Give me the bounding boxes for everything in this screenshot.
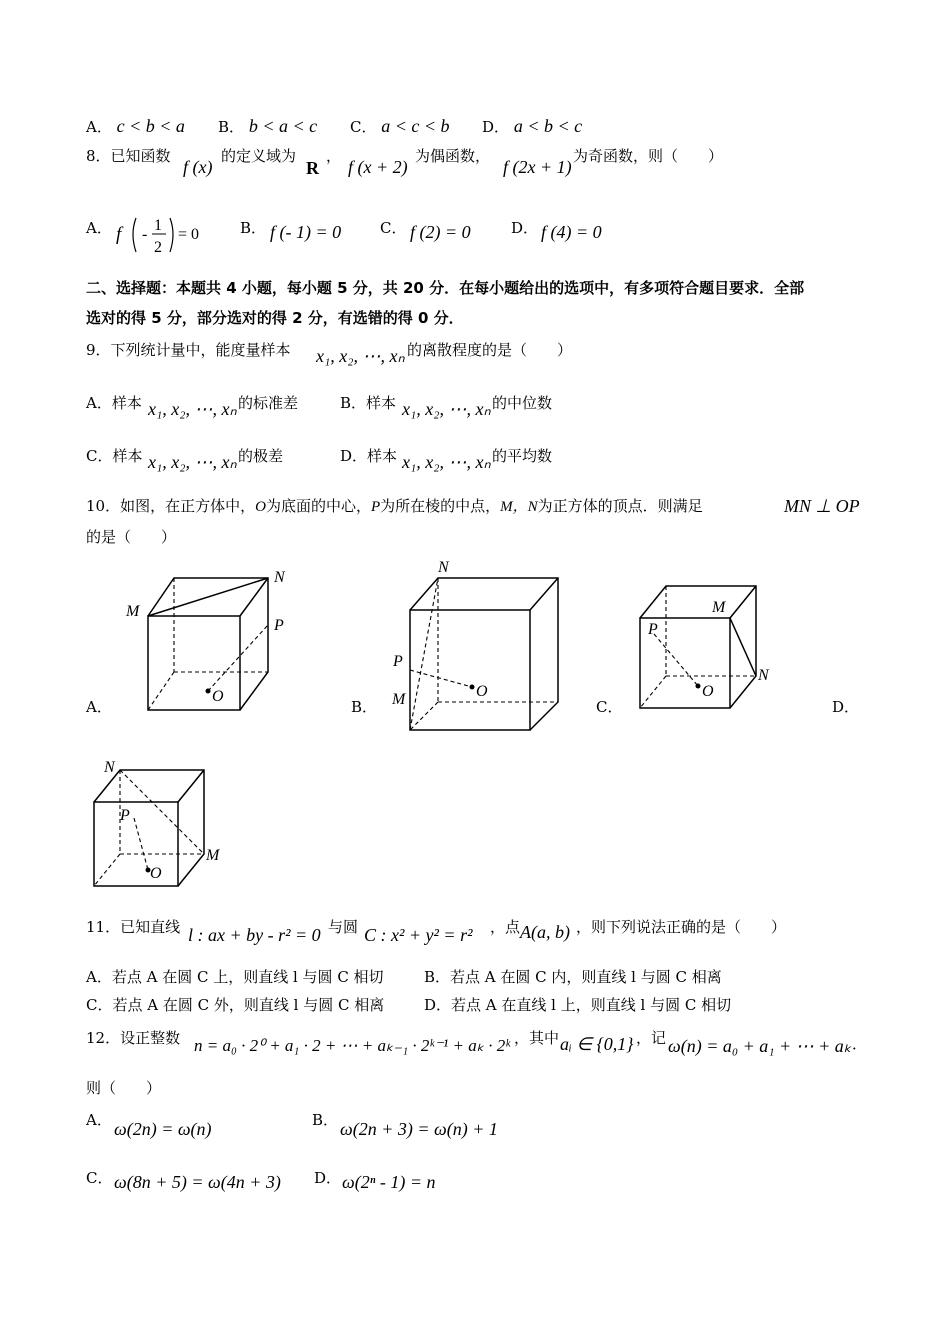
q12-option-a-label: A． [86,1111,112,1129]
q10-text-1: 10．如图，在正方体中， [86,497,256,515]
q12-option-a-expr: ω(2n) = ω(n) [114,1119,212,1139]
q8-option-a-expr [114,208,224,264]
q7-option-c-label: C． [350,118,377,136]
q8-option-b-label: B． [240,219,267,237]
q9-option-d-sample: x₁, x₂, ⋯, xₙ [402,452,491,472]
q10-P: P [370,499,381,515]
q10-text-4: 为正方体的顶点．则满足 [537,497,703,515]
q8-option-c-label: C． [380,219,407,237]
cube-c-segment-mn [730,618,756,676]
q7-option-d-expr: a < b < c [513,116,583,136]
q7-option-a-expr: c < b < a [116,116,185,136]
q12-line2: 则（ ） [86,1079,162,1097]
q8-even-text: 为偶函数， [415,147,491,165]
q10-figure-b [390,556,560,720]
q10-option-b-label: B． [351,698,378,716]
q9-option-b-sample: x₁, x₂, ⋯, xₙ [402,399,491,419]
q10-option-d-label: D． [832,698,860,716]
cube-d-label-n: N [104,759,115,776]
q11-suffix: ，则下列说法正确的是（ ） [576,918,787,936]
q7-option-c [350,116,450,137]
q7-option-a-label: A． [86,118,112,136]
q7-option-b-expr: b < a < c [248,116,318,136]
q8-option-d-expr: f (4) = 0 [541,222,602,242]
cube-c-svg [626,572,796,722]
q10-option-c-label: C． [596,698,623,716]
q8-fx2: f (x + 2) [348,157,408,177]
q8-option-a-f: f [116,224,122,245]
cube-a-label-o: O [212,688,224,705]
q11-circle-eq: C : x² + y² = r² [364,925,473,945]
q8-option-d-label: D． [511,219,539,237]
q7-option-d-label: D． [482,118,510,136]
cube-a-point-o [206,689,211,694]
q10-text-3: 为所在棱的中点， [380,497,501,515]
cube-b-label-o: O [476,683,488,700]
cube-d-hidden-left-bottom [94,854,120,886]
q10-O: O [255,499,266,515]
q11-line-eq: l : ax + by - r² = 0 [188,925,321,945]
cube-d-front-face [94,802,178,886]
q8-option-a-den: 2 [154,239,162,256]
q8-option-a-label: A． [86,219,112,237]
q8-comma: ， [326,147,342,165]
cube-a-right-top-edge [240,578,268,616]
cube-c-segment-op [654,634,698,686]
cube-d-segment-mn [120,770,204,854]
q12-prefix: 12．设正整数 [86,1029,181,1047]
cube-a-label-m: M [126,603,140,620]
q10-option-a-label: A． [86,698,112,716]
cube-c-back-edges [640,586,756,708]
section2-line1: 二、选择题：本题共 4 小题，每小题 5 分，共 20 分．在每小题给出的选项中，有多项符合题目要求．全部 [86,279,805,297]
cube-b-svg [390,556,560,716]
q12-option-c-label: C． [86,1169,113,1187]
cube-c-label-m: M [712,599,726,616]
q12-option-d-label: D． [314,1169,342,1187]
q8-prefix: 8．已知函数 [86,147,171,165]
q9-option-a-sample: x₁, x₂, ⋯, xₙ [148,399,237,419]
q9-option-c-suffix: 的极差 [238,447,284,465]
q10-figure-c [626,572,796,726]
cube-d-label-p: P [120,807,130,824]
q11-option-a: A．若点 A 在圆 C 上，则直线 l 与圆 C 相切 [86,968,384,986]
q8-f2x1: f (2x + 1) [503,157,572,177]
q9-option-a-suffix: 的标准差 [238,394,299,412]
cube-a-label-p: P [274,617,284,634]
q8-stem [86,146,171,166]
q8-real-set: R [306,158,319,178]
cube-d-segment-op [134,818,148,870]
q12-end: ． [852,1035,868,1053]
section2-line2: 选对的得 5 分，部分选对的得 2 分，有选错的得 0 分． [86,309,464,327]
q12-mid1: ，其中 [514,1029,560,1047]
q10-figure-d [90,756,240,900]
cube-a-segment-mn [148,578,268,616]
cube-b-label-m: M [392,691,406,708]
q8-left-paren [133,218,136,252]
q8-right-paren [170,218,173,252]
q11-prefix: 11．已知直线 [86,918,181,936]
q11-mid2: ，点 [490,918,521,936]
cube-a-hidden-left-bottom [148,672,174,710]
cube-c-hidden-left-bottom [640,676,666,708]
cube-b-right-top-edge [530,578,558,610]
q9-suffix: 的离散程度的是（ ） [407,341,573,359]
q12-mid2: ，记 [636,1029,667,1047]
cube-a-front-face [148,616,240,710]
q8-option-a-minus: - [142,226,148,243]
q12-ai: aᵢ ∈ {0,1} [560,1034,634,1054]
q10-line2: 的是（ ） [86,528,177,546]
q7-option-d [482,116,582,137]
q9-option-b-suffix: 的中位数 [492,394,553,412]
q8-option-b-expr: f (- 1) = 0 [270,222,342,242]
q11-option-d: D．若点 A 在直线 l 上，则直线 l 与圆 C 相切 [424,996,732,1014]
q12-omega: ω(n) = a₀ + a₁ + ⋯ + aₖ [668,1036,852,1056]
q8-fx: f (x) [183,157,213,177]
q12-option-d-expr: ω(2ⁿ - 1) = n [342,1172,436,1192]
q11-option-c: C．若点 A 在圆 C 外，则直线 l 与圆 C 相离 [86,996,385,1014]
cube-b-label-n: N [438,559,449,576]
q10-stem [86,496,703,517]
cube-a-segment-op [208,625,268,691]
q9-sample: x₁, x₂, ⋯, xₙ [316,346,405,366]
cube-a-label-n: N [274,569,285,586]
q8-option-a-formula [114,208,224,260]
q9-option-b-label: B．样本 [340,394,397,412]
q11-option-b: B．若点 A 在圆 C 内，则直线 l 与圆 C 相离 [424,968,722,986]
q10-MN: M，N [500,499,538,515]
cube-c-right-top-edge [730,586,756,618]
q11-point: A(a, b) [520,922,570,942]
q10-text-2: 为底面的中心， [265,497,371,515]
cube-b-label-p: P [393,653,403,670]
q9-option-c-label: C．样本 [86,447,143,465]
q9-option-a-label: A．样本 [86,394,142,412]
cube-c-label-o: O [702,683,714,700]
q10-figure-a [120,560,300,724]
q11-mid1: 与圆 [328,918,359,936]
q8-domain-text: 的定义域为 [221,147,297,165]
cube-b-point-o [470,685,475,690]
q9-option-d-suffix: 的平均数 [492,447,553,465]
cube-b-segment-mn [410,578,438,730]
cube-d-right-top-edge [178,770,204,802]
q7-option-b-label: B． [218,118,245,136]
q9-option-d-label: D．样本 [340,447,398,465]
q7-option-c-expr: a < c < b [381,116,450,136]
cube-d-svg [90,756,240,896]
cube-c-label-n: N [758,667,769,684]
cube-d-label-m: M [206,847,220,864]
q8-odd-text: 为奇函数，则（ ） [573,147,724,165]
cube-a-svg [120,560,300,720]
q9-prefix: 9．下列统计量中，能度量样本 [86,341,291,359]
q8-option-a-eq: = 0 [178,226,200,243]
q12-n-expr: n = a₀ · 2⁰ + a₁ · 2 + ⋯ + aₖ₋₁ · 2ᵏ⁻¹ + aₖ · 2ᵏ [194,1036,510,1055]
q7-options [86,116,185,137]
q8-option-a-num: 1 [154,217,162,234]
q9-option-c-sample: x₁, x₂, ⋯, xₙ [148,452,237,472]
q10-condition: MN ⊥ OP [784,496,860,516]
q7-option-b [218,116,317,137]
q12-option-c-expr: ω(8n + 5) = ω(4n + 3) [114,1172,281,1192]
q12-option-b-label: B． [312,1111,339,1129]
cube-d-label-o: O [150,865,162,882]
cube-c-point-o [696,684,701,689]
cube-c-label-p: P [648,621,658,638]
q12-option-b-expr: ω(2n + 3) = ω(n) + 1 [340,1119,498,1139]
q8-option-c-expr: f (2) = 0 [410,222,471,242]
